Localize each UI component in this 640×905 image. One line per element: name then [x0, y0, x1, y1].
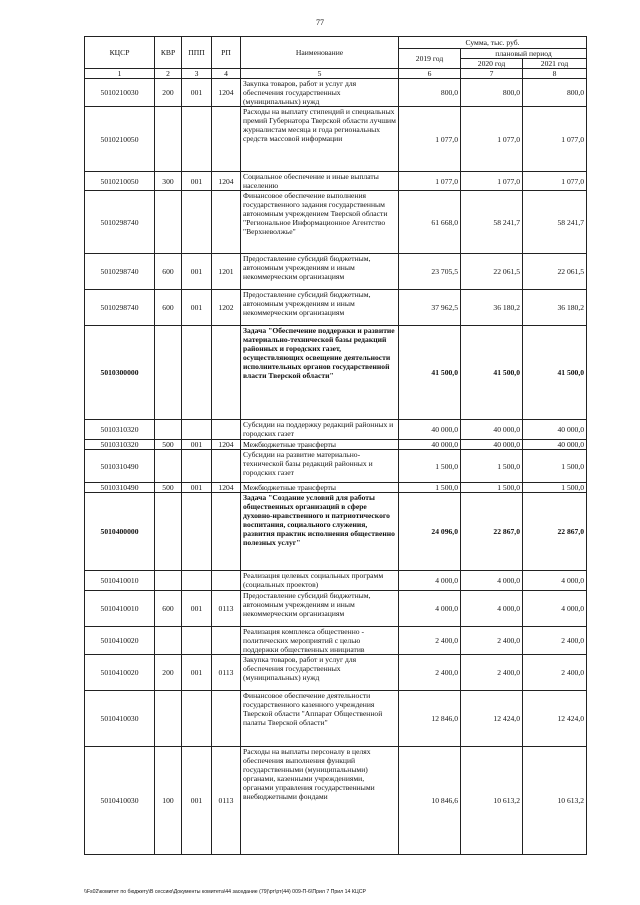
table-row: [85, 450, 587, 483]
col-number-5: 5: [241, 69, 399, 79]
ppp-cell: [182, 493, 212, 571]
kvr-cell: [155, 420, 182, 440]
kvr-cell: 600: [155, 591, 182, 627]
ppp-cell: 001: [182, 172, 212, 191]
kcsr-cell: 5010400000: [85, 493, 155, 571]
table-row: [85, 172, 587, 191]
amount-2021-cell: 12 424,0: [523, 691, 587, 747]
amount-2019-cell: 1 077,0: [399, 107, 461, 172]
table-row: [85, 79, 587, 107]
amount-2020-cell: 22 061,5: [461, 254, 523, 290]
amount-2019-cell: 40 000,0: [399, 440, 461, 450]
rp-cell: 0113: [212, 591, 241, 627]
ppp-cell: [182, 627, 212, 655]
rp-cell: [212, 627, 241, 655]
ppp-cell: 001: [182, 254, 212, 290]
amount-2019-cell: 2 400,0: [399, 655, 461, 691]
col-number-3: 3: [182, 69, 212, 79]
ppp-cell: 001: [182, 655, 212, 691]
amount-2020-cell: 2 400,0: [461, 627, 523, 655]
amount-2019-cell: 1 077,0: [399, 172, 461, 191]
page-number: 77: [316, 18, 324, 27]
ppp-cell: [182, 420, 212, 440]
amount-2020-cell: 12 424,0: [461, 691, 523, 747]
kvr-cell: [155, 326, 182, 420]
rp-cell: 1204: [212, 483, 241, 493]
kcsr-cell: 5010210050: [85, 172, 155, 191]
ppp-cell: 001: [182, 440, 212, 450]
amount-2019-cell: 61 668,0: [399, 191, 461, 254]
rp-cell: [212, 420, 241, 440]
amount-2019-cell: 800,0: [399, 79, 461, 107]
table-row: [85, 326, 587, 420]
name-cell: Межбюджетные трансферты: [241, 440, 399, 450]
ppp-cell: 001: [182, 747, 212, 855]
amount-2019-cell: 1 500,0: [399, 450, 461, 483]
kcsr-cell: 5010298740: [85, 191, 155, 254]
header-2019: 2019 год: [399, 49, 461, 69]
amount-2021-cell: 2 400,0: [523, 655, 587, 691]
amount-2020-cell: 4 000,0: [461, 591, 523, 627]
amount-2021-cell: 22 867,0: [523, 493, 587, 571]
amount-2020-cell: 2 400,0: [461, 655, 523, 691]
rp-cell: [212, 326, 241, 420]
amount-2020-cell: 1 500,0: [461, 483, 523, 493]
amount-2020-cell: 10 613,2: [461, 747, 523, 855]
file-path-footer: \\Fs02\комитет по бюджету\В сессию\Документы комитета\44 заседание (79)\рт\рт(44) 009-П-6\Прил 7 Прил 14 КЦСР: [84, 889, 366, 895]
amount-2019-cell: 40 000,0: [399, 420, 461, 440]
amount-2021-cell: 800,0: [523, 79, 587, 107]
amount-2021-cell: 40 000,0: [523, 440, 587, 450]
rp-cell: [212, 450, 241, 483]
ppp-cell: 001: [182, 79, 212, 107]
ppp-cell: [182, 326, 212, 420]
amount-2019-cell: 41 500,0: [399, 326, 461, 420]
kvr-cell: [155, 691, 182, 747]
header-kcsr: КЦСР: [85, 37, 155, 69]
amount-2021-cell: 40 000,0: [523, 420, 587, 440]
kvr-cell: [155, 107, 182, 172]
header-sum: Сумма, тыс. руб.: [399, 37, 587, 49]
amount-2020-cell: 1 077,0: [461, 107, 523, 172]
rp-cell: [212, 107, 241, 172]
kvr-cell: 600: [155, 254, 182, 290]
table-row: [85, 655, 587, 691]
name-cell: Закупка товаров, работ и услуг для обеспечения государственных (муниципальных) нужд: [241, 79, 399, 107]
kvr-cell: 200: [155, 655, 182, 691]
name-cell: Расходы на выплату стипендий и специальных премий Губернатора Тверской области лучшим журналистам месяца и года региональных средств массовой информации: [241, 107, 399, 172]
table-body: [85, 79, 587, 855]
rp-cell: 1202: [212, 290, 241, 326]
amount-2020-cell: 22 867,0: [461, 493, 523, 571]
name-cell: Предоставление субсидий бюджетным, автономным учреждениям и иным некоммерческим организациям: [241, 254, 399, 290]
amount-2021-cell: 10 613,2: [523, 747, 587, 855]
name-cell: Субсидии на развитие материально-технической базы редакций районных и городских газет: [241, 450, 399, 483]
kvr-cell: 100: [155, 747, 182, 855]
kcsr-cell: 5010310490: [85, 450, 155, 483]
kcsr-cell: 5010410030: [85, 691, 155, 747]
table-row: [85, 483, 587, 493]
rp-cell: 1204: [212, 79, 241, 107]
kcsr-cell: 5010210050: [85, 107, 155, 172]
name-cell: Реализация целевых социальных программ (социальных проектов): [241, 571, 399, 591]
kcsr-cell: 5010210030: [85, 79, 155, 107]
rp-cell: [212, 691, 241, 747]
rp-cell: 1204: [212, 440, 241, 450]
amount-2019-cell: 23 705,5: [399, 254, 461, 290]
amount-2019-cell: 10 846,6: [399, 747, 461, 855]
amount-2020-cell: 4 000,0: [461, 571, 523, 591]
table-row: [85, 191, 587, 254]
kvr-cell: 300: [155, 172, 182, 191]
amount-2020-cell: 41 500,0: [461, 326, 523, 420]
kcsr-cell: 5010298740: [85, 254, 155, 290]
name-cell: Предоставление субсидий бюджетным, автономным учреждениям и иным некоммерческим организациям: [241, 591, 399, 627]
col-number-4: 4: [212, 69, 241, 79]
amount-2020-cell: 40 000,0: [461, 420, 523, 440]
amount-2021-cell: 1 500,0: [523, 483, 587, 493]
rp-cell: [212, 191, 241, 254]
rp-cell: 1201: [212, 254, 241, 290]
name-cell: Расходы на выплаты персоналу в целях обеспечения выполнения функций государственными (муниципальными) органами, казенными учреждениями, органами управления государственными внебюджетными фондами: [241, 747, 399, 855]
kcsr-cell: 5010300000: [85, 326, 155, 420]
table-row: [85, 493, 587, 571]
header-kvr: КВР: [155, 37, 182, 69]
kvr-cell: 200: [155, 79, 182, 107]
kvr-cell: [155, 627, 182, 655]
table-row: [85, 691, 587, 747]
col-number-6: 6: [399, 69, 461, 79]
kvr-cell: 500: [155, 483, 182, 493]
kvr-cell: [155, 571, 182, 591]
header-planned-period: плановый период: [461, 49, 587, 59]
amount-2021-cell: 2 400,0: [523, 627, 587, 655]
kcsr-cell: 5010298740: [85, 290, 155, 326]
name-cell: Финансовое обеспечение выполнения государственного задания государственным автономным учреждением Тверской области "Региональное Информационное Агентство "Верхневолжье": [241, 191, 399, 254]
kcsr-cell: 5010410020: [85, 655, 155, 691]
col-number-8: 8: [523, 69, 587, 79]
ppp-cell: [182, 450, 212, 483]
col-number-1: 1: [85, 69, 155, 79]
rp-cell: 0113: [212, 655, 241, 691]
name-cell: Реализация комплекса общественно - политических мероприятий с целью поддержки общественных инициатив: [241, 627, 399, 655]
amount-2021-cell: 58 241,7: [523, 191, 587, 254]
amount-2019-cell: 4 000,0: [399, 591, 461, 627]
amount-2021-cell: 1 077,0: [523, 107, 587, 172]
table-row: [85, 290, 587, 326]
amount-2019-cell: 2 400,0: [399, 627, 461, 655]
table-row: [85, 440, 587, 450]
ppp-cell: 001: [182, 290, 212, 326]
kcsr-cell: 5010310320: [85, 440, 155, 450]
rp-cell: [212, 493, 241, 571]
amount-2021-cell: 41 500,0: [523, 326, 587, 420]
table-row: [85, 747, 587, 855]
col-number-2: 2: [155, 69, 182, 79]
amount-2021-cell: 1 077,0: [523, 172, 587, 191]
amount-2020-cell: 58 241,7: [461, 191, 523, 254]
ppp-cell: 001: [182, 483, 212, 493]
kvr-cell: [155, 450, 182, 483]
name-cell: Закупка товаров, работ и услуг для обеспечения государственных (муниципальных) нужд: [241, 655, 399, 691]
rp-cell: 0113: [212, 747, 241, 855]
table-row: [85, 254, 587, 290]
name-cell: Задача "Создание условий для работы общественных организаций в сфере духовно-нравственного и патриотического воспитания, социального служения, развития практик исполнения общественно полезных услуг": [241, 493, 399, 571]
kvr-cell: [155, 493, 182, 571]
name-cell: Межбюджетные трансферты: [241, 483, 399, 493]
amount-2019-cell: 4 000,0: [399, 571, 461, 591]
header-name: Наименование: [241, 37, 399, 69]
kcsr-cell: 5010310490: [85, 483, 155, 493]
rp-cell: [212, 571, 241, 591]
amount-2019-cell: 24 096,0: [399, 493, 461, 571]
kcsr-cell: 5010410020: [85, 627, 155, 655]
header-2021: 2021 год: [523, 59, 587, 69]
ppp-cell: 001: [182, 591, 212, 627]
kcsr-cell: 5010410010: [85, 571, 155, 591]
kvr-cell: [155, 191, 182, 254]
table-row: [85, 107, 587, 172]
ppp-cell: [182, 191, 212, 254]
ppp-cell: [182, 691, 212, 747]
amount-2021-cell: 4 000,0: [523, 571, 587, 591]
amount-2019-cell: 37 962,5: [399, 290, 461, 326]
amount-2020-cell: 1 500,0: [461, 450, 523, 483]
header-ppp: ППП: [182, 37, 212, 69]
kcsr-cell: 5010410030: [85, 747, 155, 855]
table-row: [85, 591, 587, 627]
amount-2021-cell: 1 500,0: [523, 450, 587, 483]
header-2020: 2020 год: [461, 59, 523, 69]
name-cell: Социальное обеспечение и иные выплаты населению: [241, 172, 399, 191]
name-cell: Финансовое обеспечение деятельности государственного казенного учреждения Тверской области "Аппарат Общественной палаты Тверской области": [241, 691, 399, 747]
amount-2021-cell: 36 180,2: [523, 290, 587, 326]
table-row: [85, 627, 587, 655]
ppp-cell: [182, 571, 212, 591]
amount-2019-cell: 1 500,0: [399, 483, 461, 493]
kvr-cell: 600: [155, 290, 182, 326]
name-cell: Задача "Обеспечение поддержки и развитие материально-технической базы редакций районных и городских газет, осуществляющих освещение деятельности исполнительных органов государственной власти Тверской области": [241, 326, 399, 420]
amount-2020-cell: 36 180,2: [461, 290, 523, 326]
amount-2021-cell: 22 061,5: [523, 254, 587, 290]
kcsr-cell: 5010310320: [85, 420, 155, 440]
rp-cell: 1204: [212, 172, 241, 191]
amount-2020-cell: 1 077,0: [461, 172, 523, 191]
table-row: [85, 571, 587, 591]
amount-2020-cell: 40 000,0: [461, 440, 523, 450]
name-cell: Предоставление субсидий бюджетным, автономным учреждениям и иным некоммерческим организациям: [241, 290, 399, 326]
col-number-7: 7: [461, 69, 523, 79]
ppp-cell: [182, 107, 212, 172]
kcsr-cell: 5010410010: [85, 591, 155, 627]
amount-2021-cell: 4 000,0: [523, 591, 587, 627]
header-rp: РП: [212, 37, 241, 69]
kvr-cell: 500: [155, 440, 182, 450]
budget-table: [84, 36, 587, 855]
name-cell: Субсидии на поддержку редакций районных и городских газет: [241, 420, 399, 440]
table-row: [85, 420, 587, 440]
amount-2020-cell: 800,0: [461, 79, 523, 107]
amount-2019-cell: 12 846,0: [399, 691, 461, 747]
